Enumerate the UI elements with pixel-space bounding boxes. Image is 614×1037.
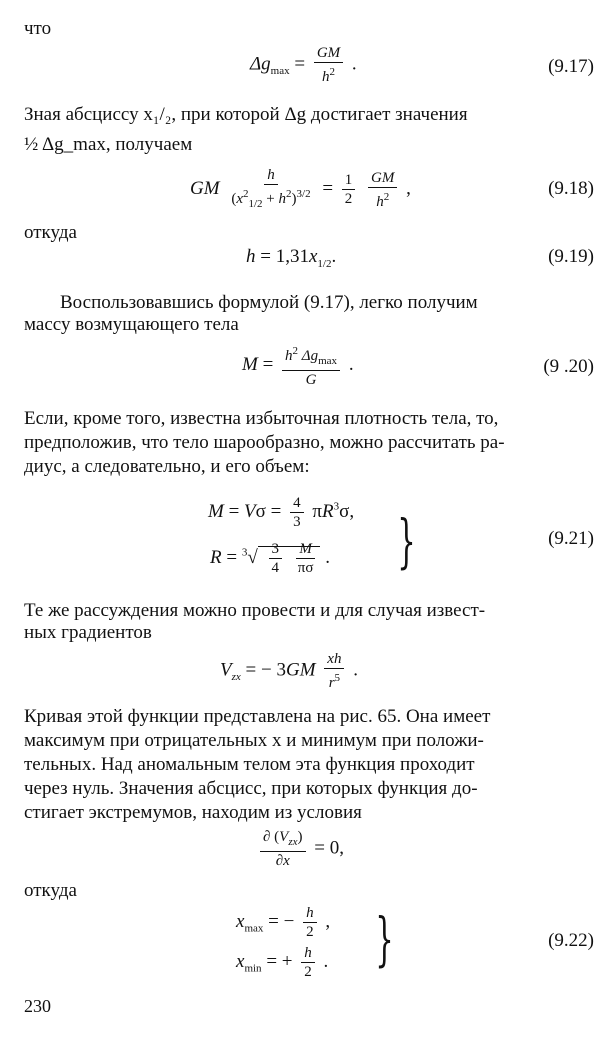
- equation-9-19: $h = 1,31x_{1/2}$.: [246, 246, 337, 270]
- equation-number: (9.19): [548, 246, 594, 267]
- equation-9-22-a: $x_{max}$ = − $\frac{h}{2}$ ,: [236, 905, 331, 940]
- text-line: предположив, что тело шарообразно, можно рассчитать ра-: [24, 432, 505, 453]
- text-line: откуда: [24, 880, 77, 901]
- text-line: Те же рассуждения можно провести и для случая извест-: [24, 600, 486, 621]
- text-line: массу возмущающего тела: [24, 314, 239, 335]
- equation-vzx: $V_{zx}$ = − 3GM $\frac{xh}{r^5}$ .: [220, 651, 358, 691]
- equation-number: (9.21): [548, 528, 594, 549]
- equation-number: (9 .20): [543, 356, 594, 377]
- text-line: Если, кроме того, известна избыточная плотность тела, то,: [24, 408, 499, 429]
- text-line: ½ Δg_max, получаем: [24, 134, 193, 155]
- text-line: ных градиентов: [24, 622, 152, 643]
- text-line: тельных. Над аномальным телом эта функция проходит: [24, 754, 475, 775]
- text-line: диус, а следовательно, и его объем:: [24, 456, 310, 477]
- equation-number: (9.22): [548, 930, 594, 951]
- equation-number: (9.17): [548, 56, 594, 77]
- equation-9-17: $\Delta g_{max}$ = $\frac{GM}{h^2}$ .: [250, 45, 357, 85]
- text-line: Кривая этой функции представлена на рис. 65. Она имеет: [24, 706, 491, 727]
- page-number: 230: [24, 996, 51, 1016]
- equation-9-22-b: $x_{min}$ = + $\frac{h}{2}$ .: [236, 945, 329, 980]
- text-line: что: [24, 18, 52, 39]
- text-line: откуда: [24, 222, 77, 243]
- text-line: Воспользовавшись формулой (9.17), легко получим: [60, 292, 478, 313]
- equation-9-20: M = $\frac{h^2 \Delta g_{max}}{G}$ .: [242, 342, 354, 389]
- equation-9-21-a: M = Vσ = $\frac{4}{3}$ $\pi R^3\sigma$,: [208, 495, 355, 530]
- right-brace: }: [397, 507, 416, 575]
- text-line: через нуль. Значения абсцисс, при которых функция до-: [24, 778, 478, 799]
- equation-9-18: GM $\frac{h}{(x^2_{1/2} + h^2)^{3/2}}$ = $\frac{1}{2}$ $\frac{GM}{h^2}$ ,: [190, 167, 411, 210]
- text-line: максимум при отрицательных x и минимум при положи-: [24, 730, 484, 751]
- text-line: Зная абсциссу x₁/₂, при которой Δg достигает значения: [24, 104, 468, 125]
- right-brace: }: [375, 905, 394, 973]
- equation-9-21-b: R = $^3$√ $\frac{3}{4}$ $\frac{M}{\pi\sigma}$ .: [210, 541, 330, 576]
- equation-number: (9.18): [548, 178, 594, 199]
- text-line: стигает экстремумов, находим из условия: [24, 802, 362, 823]
- equation-condition: $\frac{\partial (V_{zx})}{\partial x}$ = 0,: [256, 828, 344, 870]
